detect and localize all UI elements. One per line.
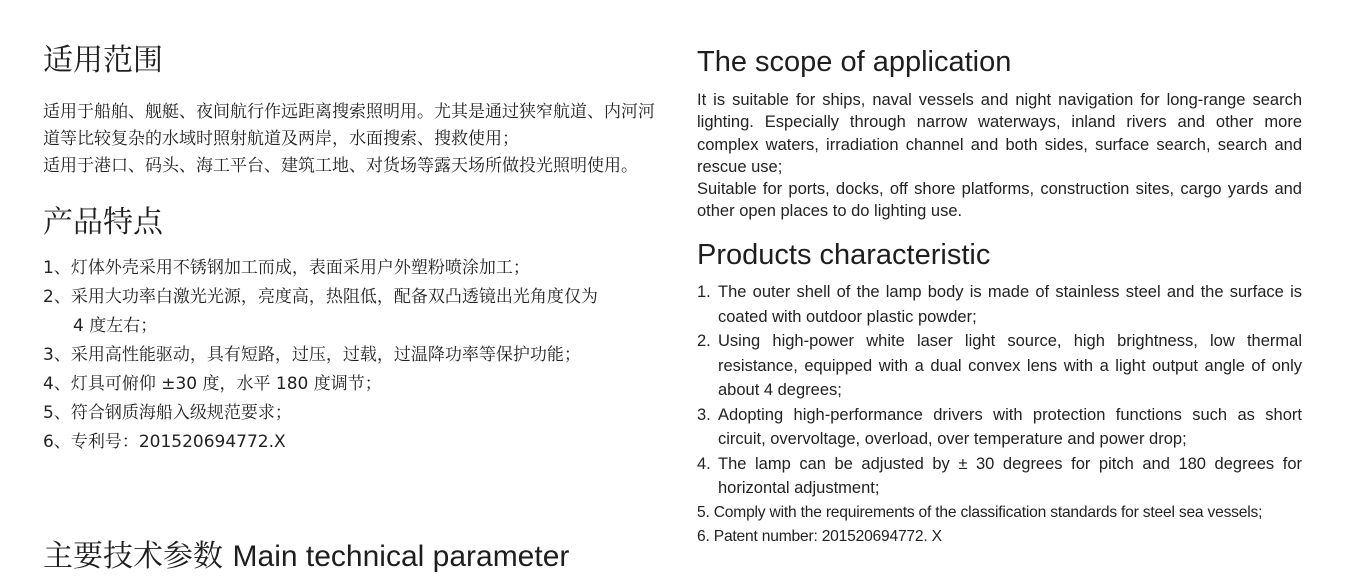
en-scope-text-2: Suitable for ports, docks, off shore platforms, construction sites, cargo yards and other open places to do lighting use.	[697, 180, 1302, 221]
en-feature-item-6	[697, 525, 1302, 550]
main-technical-parameter-heading	[43, 540, 569, 574]
zh-feature-text: 专利号：201520694772.X	[70, 432, 286, 452]
zh-feature-number: 6、	[43, 432, 71, 452]
zh-feature-number: 2、	[43, 287, 71, 307]
en-feature-number: 5.	[697, 503, 710, 521]
bottom-heading-en: Main technical parameter	[232, 540, 570, 573]
zh-feature-item-5	[43, 399, 663, 428]
en-feature-text: The lamp can be adjusted by ± 30 degrees for pitch and 180 degrees for horizontal adjustment;	[718, 454, 1302, 497]
zh-scope-heading: 适用范围	[43, 43, 163, 78]
en-feature-text: Adopting high-performance drivers with protection functions such as short circuit, overvoltage, overload, over temperature and power drop;	[718, 405, 1302, 448]
en-feature-number: 2.	[697, 332, 711, 350]
zh-scope-text-2: 适用于港口、码头、海工平台、建筑工地、对货场等露天场所做投光照明使用。	[43, 156, 638, 176]
bottom-heading-zh: 主要技术参数	[43, 539, 223, 574]
zh-feature-number: 1、	[43, 258, 71, 278]
zh-features-heading: 产品特点	[43, 205, 163, 240]
zh-feature-item-3	[43, 341, 663, 370]
zh-feature-number: 3、	[43, 345, 71, 365]
zh-scope-paragraph	[43, 99, 663, 180]
zh-feature-text: 灯具可俯仰 ±30 度，水平 180 度调节；	[70, 374, 382, 394]
zh-feature-item-2	[43, 283, 663, 341]
en-scope-heading: The scope of application	[697, 46, 1012, 78]
en-feature-text: Patent number: 201520694772. X	[713, 528, 942, 545]
zh-feature-number: 5、	[43, 403, 71, 423]
zh-feature-item-1	[43, 254, 663, 283]
en-feature-number: 1.	[697, 283, 711, 301]
zh-feature-item-6	[43, 428, 663, 457]
en-feature-item-1	[697, 280, 1302, 329]
zh-feature-text: 采用大功率白激光光源，亮度高，热阻低，配备双凸透镜出光角度仅为	[70, 287, 598, 307]
en-feature-item-3	[697, 403, 1302, 452]
en-features-list	[697, 280, 1302, 550]
en-feature-number: 6.	[697, 528, 710, 545]
en-feature-item-5	[697, 501, 1302, 526]
en-feature-text: Comply with the requirements of the classification standards for steel sea vessels;	[713, 503, 1263, 521]
zh-feature-text-continued: 4 度左右；	[73, 316, 158, 336]
en-feature-text: The outer shell of the lamp body is made of stainless steel and the surface is coated with outdoor plastic powder;	[718, 283, 1302, 326]
zh-feature-text: 符合钢质海船入级规范要求；	[70, 403, 292, 423]
zh-feature-text: 采用高性能驱动，具有短路，过压，过载，过温降功率等保护功能；	[70, 345, 581, 365]
en-features-heading: Products characteristic	[697, 239, 991, 271]
en-feature-number: 4.	[697, 454, 711, 473]
zh-feature-item-4	[43, 370, 663, 399]
zh-feature-text: 灯体外壳采用不锈钢加工而成，表面采用户外塑粉喷涂加工；	[70, 258, 530, 278]
en-feature-text: Using high-power white laser light source, high brightness, low thermal resistance, equipped with a dual convex lens with a light output angle of only about 4 degrees;	[718, 332, 1302, 399]
zh-scope-text-1: 适用于船舶、舰艇、夜间航行作远距离搜索照明用。尤其是通过狭窄航道、内河河道等比较复杂的水域时照射航道及两岸，水面搜索、搜救使用；	[43, 102, 655, 149]
en-feature-item-4	[697, 452, 1302, 501]
en-feature-item-2	[697, 329, 1302, 403]
en-feature-number: 3.	[697, 405, 711, 424]
en-scope-text-1: It is suitable for ships, naval vessels and night navigation for long-range search lighting. Especially through narrow waterways, inland rivers and other more complex waters, irradiation channel and both sides, surface search, search and rescue use;	[697, 91, 1302, 176]
en-scope-paragraph	[697, 89, 1302, 223]
zh-features-list	[43, 254, 663, 457]
zh-feature-number: 4、	[43, 374, 71, 394]
